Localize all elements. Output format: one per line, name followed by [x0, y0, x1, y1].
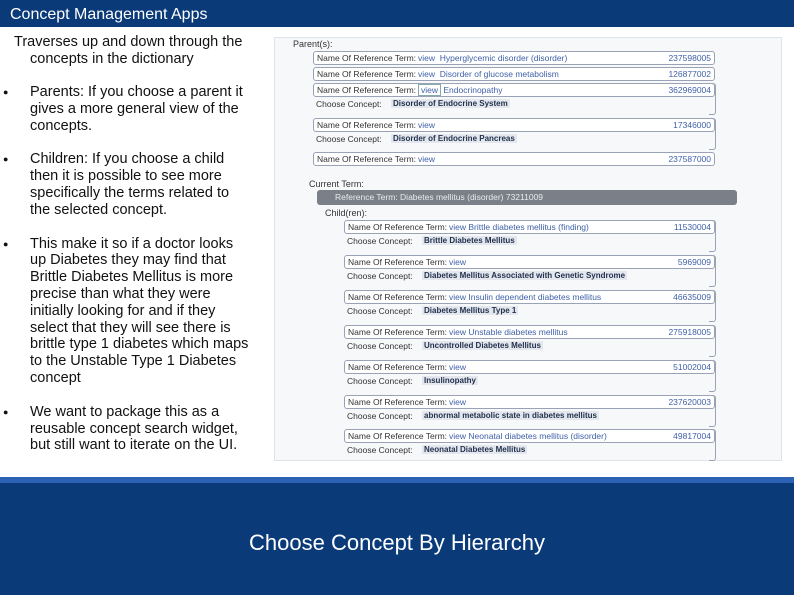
group-bracket	[709, 395, 716, 427]
child-row[interactable]	[344, 325, 715, 339]
term-link[interactable]: view	[418, 154, 436, 164]
term-code: 126877002	[668, 69, 711, 79]
choose-concept: Choose Concept: Brittle Diabetes Mellitus	[347, 236, 515, 246]
bullet-list	[3, 84, 252, 471]
bullet-children	[3, 151, 252, 218]
concept-value[interactable]: Diabetes Mellitus Associated with Genetic Syndrome	[424, 271, 626, 280]
term-link[interactable]: view	[449, 362, 467, 372]
concept-value[interactable]: Diabetes Mellitus Type 1	[424, 306, 517, 315]
name-key: Name Of Reference Term:	[317, 85, 417, 95]
term-link[interactable]: view	[418, 120, 436, 130]
term-link[interactable]: view Endocrinopathy	[418, 85, 502, 95]
child-row[interactable]	[344, 290, 715, 304]
name-key: Name Of Reference Term:	[348, 397, 448, 407]
name-key: Name Of Reference Term:	[317, 120, 417, 130]
group-bracket	[709, 83, 716, 115]
bullet-text: We want to package this as a reusable concept search widget, but still want to iterate on the UI.	[30, 403, 238, 454]
choose-concept: Choose Concept: Neonatal Diabetes Mellitus	[347, 445, 526, 455]
bullet-parents	[3, 84, 252, 134]
group-bracket	[709, 325, 716, 357]
term-code: 237598005	[668, 53, 711, 63]
group-bracket	[709, 429, 716, 461]
term-link[interactable]: view	[449, 397, 467, 407]
title-bar	[0, 0, 794, 27]
bullet-text: This make it so if a doctor looks up Diabetes they may find that Brittle Diabetes Mellitus is more precise than what they were initially looking for and if they select that they will see there is brittle type 1 diabetes which maps to the Unstable Type 1 Diabetes concept	[30, 235, 249, 386]
bullet-example	[3, 235, 252, 387]
slide-title: Concept Management Apps	[10, 6, 208, 23]
choose-concept: Choose Concept: Disorder of Endocrine System	[316, 99, 508, 109]
child-row[interactable]	[344, 395, 715, 409]
group-bracket	[709, 360, 716, 392]
name-key: Name Of Reference Term:	[317, 154, 417, 164]
term-link[interactable]: view	[449, 257, 467, 267]
parent-row[interactable]	[313, 152, 715, 166]
term-code: 17346000	[673, 120, 711, 130]
group-bracket	[709, 118, 716, 150]
name-key: Name Of Reference Term:	[348, 222, 448, 232]
term-code: 46635009	[673, 292, 711, 302]
term-link[interactable]: view Brittle diabetes mellitus (finding)	[449, 222, 589, 232]
parent-row[interactable]	[313, 118, 715, 132]
child-row[interactable]	[344, 360, 715, 374]
hierarchy-screenshot	[274, 37, 782, 461]
intro-text: Traverses up and down through the concepts in the dictionary	[14, 34, 243, 67]
choose-concept: Choose Concept: abnormal metabolic state in diabetes mellitus	[347, 411, 597, 421]
term-link[interactable]: view Neonatal diabetes mellitus (disorder)	[449, 431, 607, 441]
concept-value[interactable]: Disorder of Endocrine System	[393, 99, 508, 108]
concept-value[interactable]: Insulinopathy	[424, 376, 476, 385]
name-key: Name Of Reference Term:	[348, 292, 448, 302]
term-link[interactable]: view Insulin dependent diabetes mellitus	[449, 292, 602, 302]
parents-label: Parent(s):	[293, 39, 333, 49]
concept-value[interactable]: Neonatal Diabetes Mellitus	[424, 445, 526, 454]
term-code: 11530004	[673, 222, 711, 232]
concept-value[interactable]: abnormal metabolic state in diabetes mellitus	[424, 411, 597, 420]
choose-concept: Choose Concept: Disorder of Endocrine Pancreas	[316, 134, 515, 144]
current-label: Current Term:	[309, 179, 364, 189]
choose-concept: Choose Concept: Uncontrolled Diabetes Mellitus	[347, 341, 541, 351]
term-code: 5969009	[677, 257, 711, 267]
term-link[interactable]: view Hyperglycemic disorder (disorder)	[418, 53, 568, 63]
name-key: Name Of Reference Term:	[348, 327, 448, 337]
bullet-icon: ●	[3, 154, 9, 165]
name-key: Name Of Reference Term:	[317, 69, 417, 79]
term-link[interactable]: view Disorder of glucose metabolism	[418, 69, 559, 79]
group-bracket	[709, 255, 716, 287]
concept-value[interactable]: Uncontrolled Diabetes Mellitus	[424, 341, 541, 350]
bullet-icon: ●	[3, 406, 9, 417]
term-code: 237587000	[668, 154, 711, 164]
group-bracket	[709, 220, 716, 252]
name-key: Name Of Reference Term:	[348, 257, 448, 267]
child-row[interactable]	[344, 255, 715, 269]
choose-concept: Choose Concept: Insulinopathy	[347, 376, 476, 386]
bullet-icon: ●	[3, 87, 9, 97]
bullet-icon: ●	[3, 238, 9, 249]
current-term: Reference Term: Diabetes mellitus (disorder) 73211009	[317, 190, 737, 205]
choose-concept: Choose Concept: Diabetes Mellitus Type 1	[347, 306, 517, 316]
name-key: Name Of Reference Term:	[317, 53, 417, 63]
term-code: 362969004	[668, 85, 711, 95]
term-code: 51002004	[673, 362, 711, 372]
parent-row[interactable]	[313, 51, 715, 65]
term-code: 275918005	[668, 327, 711, 337]
name-key: Name Of Reference Term:	[348, 431, 448, 441]
children-label: Child(ren):	[325, 208, 368, 218]
slide-caption: Choose Concept By Hierarchy	[249, 530, 545, 555]
bullet-text: Parents: If you choose a parent it gives a more general view of the concepts.	[30, 84, 243, 134]
term-link[interactable]: view Unstable diabetes mellitus	[449, 327, 568, 337]
term-code: 237620003	[668, 397, 711, 407]
group-bracket	[709, 290, 716, 322]
child-row[interactable]	[344, 429, 715, 443]
concept-value[interactable]: Disorder of Endocrine Pancreas	[393, 134, 515, 143]
band-accent-line	[0, 477, 794, 483]
term-code: 49817004	[673, 431, 711, 441]
choose-concept: Choose Concept: Diabetes Mellitus Associated with Genetic Syndrome	[347, 271, 626, 281]
child-row[interactable]	[344, 220, 715, 234]
bullet-text: Children: If you choose a child then it is possible to see more specifically the terms related to the selected concept.	[30, 151, 230, 218]
concept-value[interactable]: Brittle Diabetes Mellitus	[424, 236, 515, 245]
name-key: Name Of Reference Term:	[348, 362, 448, 372]
parent-row[interactable]	[313, 67, 715, 81]
bullet-package	[3, 403, 252, 454]
parent-row[interactable]	[313, 83, 715, 97]
